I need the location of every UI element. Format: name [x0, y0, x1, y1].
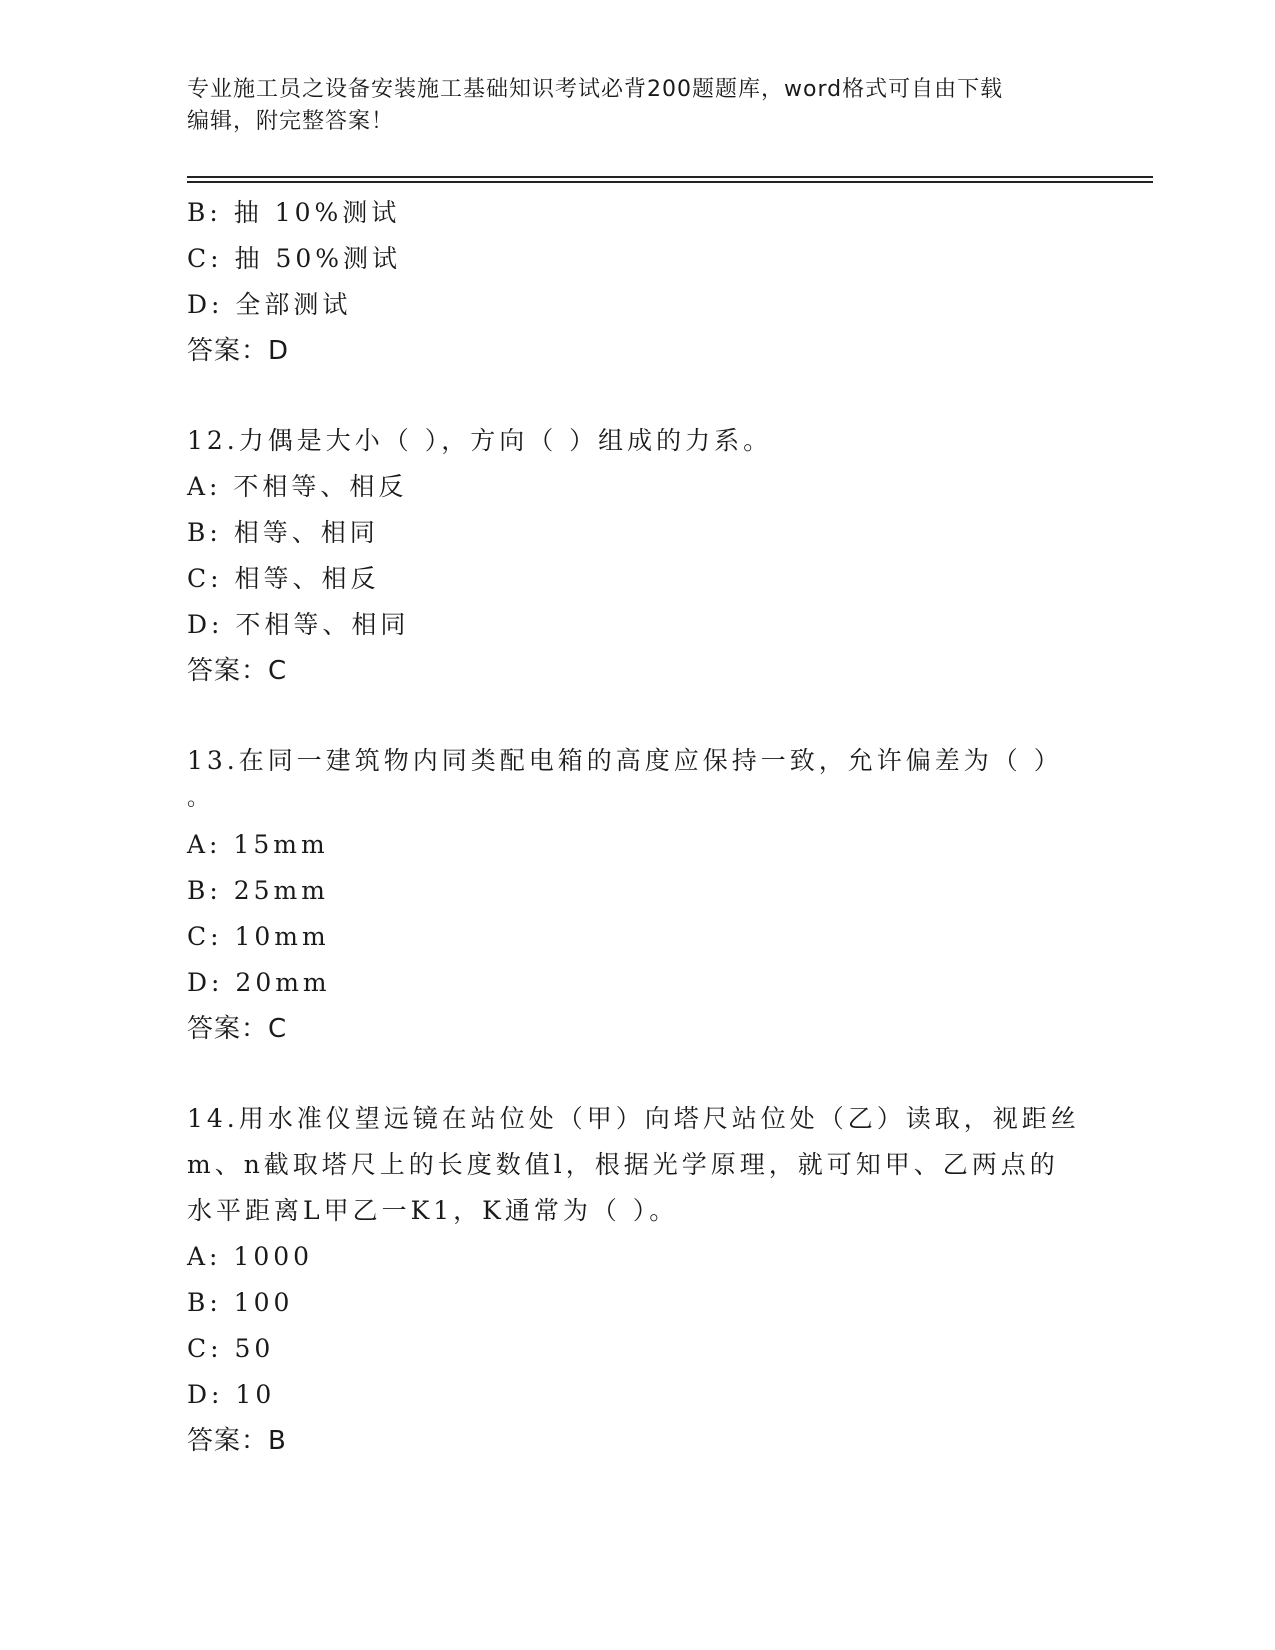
spacer — [187, 694, 1087, 738]
question-12 — [187, 418, 1087, 694]
answer-label: 答案：D — [187, 336, 290, 366]
option-a: A: 1000 — [187, 1242, 314, 1271]
option-c: C: 相等、相反 — [187, 564, 380, 593]
question-list — [187, 190, 1087, 1464]
header-divider-bottom — [187, 181, 1153, 183]
header-title-line-1: 专业施工员之设备安装施工基础知识考试必背200题题库，word格式可自由下载 — [187, 77, 1004, 102]
option-d: D: 10 — [187, 1380, 276, 1409]
question-text: 13.在同一建筑物内同类配电箱的高度应保持一致，允许偏差为（ ） — [187, 746, 1063, 775]
question-text-line-2: m、n截取塔尺上的长度数值l，根据光学原理，就可知甲、乙两点的 — [187, 1150, 1059, 1179]
option-d: D: 不相等、相同 — [187, 610, 410, 639]
header-title-line-2: 编辑，附完整答案！ — [187, 109, 395, 134]
answer-label: 答案：C — [187, 656, 288, 686]
question-text-tail: 。 — [187, 786, 210, 811]
option-b: B: 相等、相同 — [187, 518, 379, 547]
spacer — [187, 374, 1087, 418]
question-13 — [187, 738, 1087, 1052]
question-text-line-1: 14.用水准仪望远镜在站位处（甲）向塔尺站位处（乙）读取，视距丝 — [187, 1104, 1080, 1133]
option-a: A: 15mm — [187, 830, 329, 859]
spacer — [187, 1052, 1087, 1096]
option-c: C: 50 — [187, 1334, 275, 1363]
option-c: C: 抽 50%测试 — [187, 244, 402, 273]
answer-label: 答案：C — [187, 1014, 288, 1044]
option-d: D: 20mm — [187, 968, 331, 997]
question-11 — [187, 190, 1087, 374]
option-a: A: 不相等、相反 — [187, 472, 408, 501]
answer-label: 答案：B — [187, 1426, 287, 1456]
option-c: C: 10mm — [187, 922, 330, 951]
page-header — [187, 74, 1087, 138]
question-14 — [187, 1096, 1087, 1464]
option-b: B: 抽 10%测试 — [187, 198, 401, 227]
option-d: D: 全部测试 — [187, 290, 352, 319]
header-divider-top — [187, 176, 1153, 178]
option-b: B: 25mm — [187, 876, 329, 905]
option-b: B: 100 — [187, 1288, 294, 1317]
question-text-line-3: 水平距离L甲乙一K1，K通常为（ ）。 — [187, 1196, 679, 1225]
question-text: 12.力偶是大小（ ），方向（ ）组成的力系。 — [187, 426, 773, 455]
